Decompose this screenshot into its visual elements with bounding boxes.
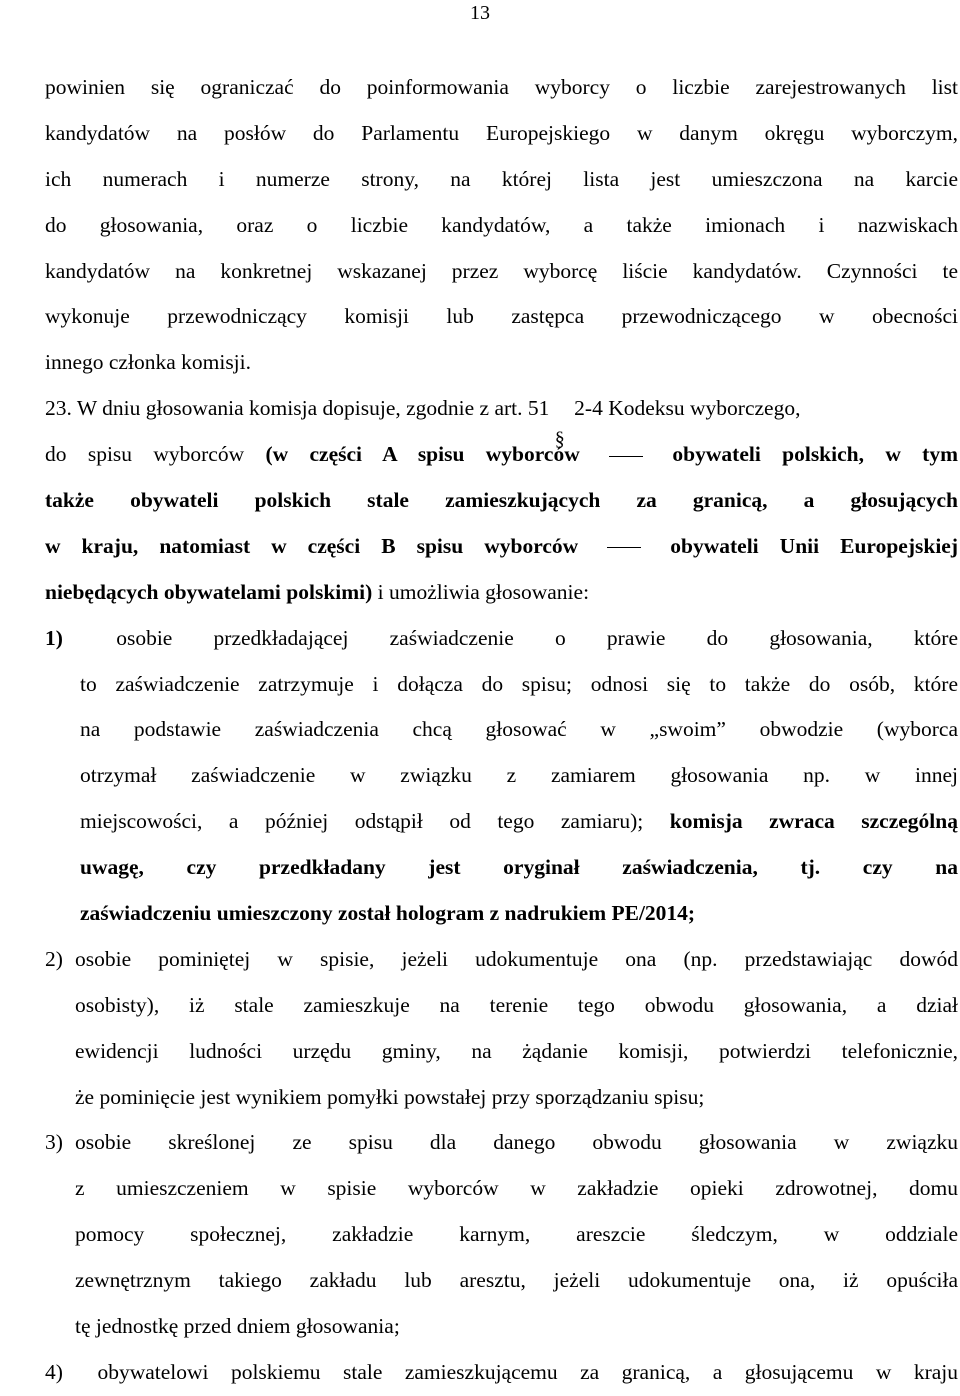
text-span: osobie pominiętej w spisie, jeżeli udokumentuje ona (np. przedstawiając dowód xyxy=(75,946,958,971)
text-line xyxy=(45,1120,958,1166)
intro-paragraph xyxy=(45,65,958,386)
bold-span: niebędących obywatelami polskimi) xyxy=(45,579,373,604)
em-dash-icon xyxy=(607,547,641,548)
document-body xyxy=(45,65,958,1396)
text-span: obywatelowi polskiemu stale zamieszkującemu za granicą, a głosującemu w kraju xyxy=(97,1359,958,1384)
text-line: że pominięcie jest wynikiem pomyłki powstałej przy sporządzaniu spisu; xyxy=(75,1084,705,1109)
bold-span: obywateli polskich, w tym xyxy=(672,442,959,467)
list-number: 2) xyxy=(45,946,63,971)
text-span: osobie skreślonej ze spisu dla danego obwodu głosowania w związku xyxy=(75,1130,958,1155)
text-line xyxy=(45,616,958,662)
text-line: z umieszczeniem w spisie wyborców w zakładzie opieki zdrowotnej, domu xyxy=(75,1176,958,1201)
text-line: powinien się ograniczać do poinformowania wyborcy o liczbie zarejestrowanych list xyxy=(45,75,958,99)
text-span: miejscowości, a później odstąpił od tego zamiaru); xyxy=(80,809,670,834)
text-line: zewnętrznym takiego zakładu lub aresztu, jeżeli udokumentuje ona, iż opuściła xyxy=(75,1268,958,1293)
list-item-3 xyxy=(45,1120,958,1349)
text-span: do spisu wyborców xyxy=(45,442,266,467)
text-line: ewidencji ludności urzędu gminy, na żądanie komisji, potwierdzi telefonicznie, xyxy=(75,1038,958,1063)
text-line: pomocy społecznej, zakładzie karnym, areszcie śledczym, w oddziale xyxy=(75,1222,958,1247)
text-line xyxy=(45,432,958,478)
text-line xyxy=(45,1350,958,1396)
list-number: 3) xyxy=(45,1130,63,1155)
list-item-4 xyxy=(45,1350,958,1396)
list-item-2 xyxy=(45,937,958,1121)
text-line: osobisty), iż stale zamieszkuje na terenie tego obwodu głosowania, a dział xyxy=(75,992,958,1017)
bold-span: obywateli Unii Europejskiej xyxy=(670,533,958,558)
text-line xyxy=(45,570,958,616)
text-line: ich numerach i numerze strony, na której lista jest umieszczona na karcie xyxy=(45,166,958,191)
text-line: kandydatów na posłów do Parlamentu Europejskiego w danym okręgu wyborczym, xyxy=(45,120,958,145)
text-span: i umożliwia głosowanie: xyxy=(372,579,590,604)
text-span: W dniu głosowania komisja dopisuje, zgodnie z art. 51 xyxy=(76,396,550,421)
page-number: 13 xyxy=(470,2,490,24)
text-line xyxy=(45,937,958,983)
text-line: innego członka komisji. xyxy=(45,350,252,375)
text-line: uwagę, czy przedkładany jest oryginał zaświadczenia, tj. czy na xyxy=(80,855,958,880)
text-line: do głosowania, oraz o liczbie kandydatów, a także imionach i nazwiskach xyxy=(45,212,958,237)
text-span: osobie przedkładającej zaświadczenie o prawie do głosowania, które xyxy=(116,625,958,650)
text-span: 2-4 Kodeksu wyborczego, xyxy=(574,396,801,421)
text-line: kandydatów na konkretnej wskazanej przez wyborcę liście kandydatów. Czynności te xyxy=(45,258,958,283)
text-line: to zaświadczenie zatrzymuje i dołącza do spisu; odnosi się to także do osób, które xyxy=(80,671,958,696)
text-line: tę jednostkę przed dniem głosowania; xyxy=(75,1314,400,1339)
text-line: wykonuje przewodniczący komisji lub zastępca przewodniczącego w obecności xyxy=(45,304,958,329)
text-line xyxy=(45,799,958,845)
text-line: na podstawie zaświadczenia chcą głosować w „swoim” obwodzie (wyborca xyxy=(80,717,958,742)
list-item-1 xyxy=(45,616,958,937)
text-line: także obywateli polskich stale zamieszkujących za granicą, a głosujących xyxy=(45,488,958,513)
em-dash-icon xyxy=(609,456,643,457)
text-line: otrzymał zaświadczenie w związku z zamiarem głosowania np. w innej xyxy=(80,763,958,788)
bold-span: komisja zwraca szczególną xyxy=(669,809,958,834)
text-line xyxy=(45,386,958,432)
paragraph-number: 23. xyxy=(45,396,72,421)
paragraph-23 xyxy=(45,386,958,615)
bold-span: (w części A spisu wyborców xyxy=(265,442,580,467)
list-number: 1) xyxy=(45,625,63,650)
bold-span: w kraju, natomiast w części B spisu wyborców xyxy=(45,533,579,558)
list-number: 4) xyxy=(45,1359,63,1384)
text-line xyxy=(45,524,958,570)
text-line: zaświadczeniu umieszczony został hologram z nadrukiem PE/2014; xyxy=(80,901,696,926)
